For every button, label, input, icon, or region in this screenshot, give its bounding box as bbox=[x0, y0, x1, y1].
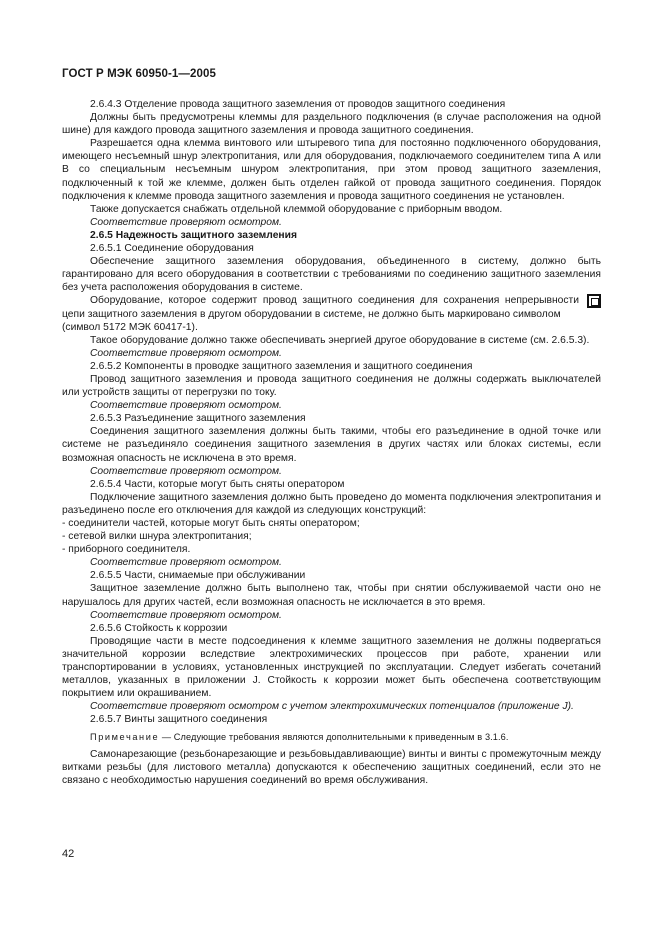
section-heading: 2.6.5.1 Соединение оборудования bbox=[90, 243, 254, 255]
paragraph bbox=[62, 294, 601, 320]
compliance-note: Соответствие проверяют осмотром. bbox=[90, 216, 282, 228]
paragraph: Защитное заземление должно быть выполнено так, чтобы при снятии обслуживаемой части оно не нарушалось для других частей, если возможная опасность не исключается в это время. bbox=[62, 583, 601, 608]
list-item: - сетевой вилки шнура электропитания; bbox=[62, 531, 252, 543]
paragraph: Подключение защитного заземления должно быть проведено до момента подключения электропитания и разъединено после его отключения для каждой из следующих конструкций: bbox=[62, 491, 601, 516]
paragraph: (символ 5172 МЭК 60417-1). bbox=[62, 321, 198, 333]
note-text: — Следующие требования являются дополнительными к приведенным в 3.1.6. bbox=[159, 731, 509, 742]
paragraph: Должны быть предусмотрены клеммы для раздельного подключения (в случае расположения на одной шине) для каждого провода защитного заземления и провода защитного соединения. bbox=[62, 112, 601, 137]
note-label: Примечание bbox=[90, 731, 160, 742]
paragraph: Также допускается снабжать отдельной клеммой оборудование с приборным вводом. bbox=[90, 203, 503, 215]
compliance-note: Соответствие проверяют осмотром. bbox=[90, 609, 282, 621]
paragraph: Самонарезающие (резьбонарезающие и резьбовыдавливающие) винты и винты с промежуточным между витками резьбы (для листового металла) допускаются к обеспечению защитных соединений, если это не связано с необходимостью нарушения соединений во время обслуживания. bbox=[62, 748, 601, 786]
paragraph: Такое оборудование должно также обеспечивать энергией другое оборудование в системе (см. 2.6.5.3). bbox=[90, 334, 590, 346]
section-heading: 2.6.5.3 Разъединение защитного заземления bbox=[90, 413, 306, 425]
paragraph: Проводящие части в месте подсоединения к клемме защитного заземления не должны подвергаться значительной коррозии вследствие электрохимических процессов при работе, хранении или транспортировании в условиях, установленных инструкцией по эксплуатации. Следует избегать сочетаний металлов, указанных в приложении J. Стойкость к коррозии может быть обеспечена соответствующим покрытием или окрашиванием. bbox=[62, 635, 601, 700]
paragraph: Соединения защитного заземления должны быть такими, чтобы его разъединение в одной точке или системе не разъединяло соединения защитного заземления в других частях или блоках системы, если возможная опасность не исключена в это время. bbox=[62, 426, 601, 464]
list-item: - соединители частей, которые могут быть сняты оператором; bbox=[62, 518, 360, 529]
paragraph: Обеспечение защитного заземления оборудования, объединенного в систему, должно быть гарантировано для всего оборудования в соответствии с требованиями по соединению защитного заземления без учета расположения оборудования в системе. bbox=[62, 256, 601, 294]
document-body bbox=[62, 98, 601, 787]
section-heading: 2.6.5.6 Стойкость к коррозии bbox=[90, 622, 228, 634]
compliance-note: Соответствие проверяют осмотром с учетом электрохимических потенциалов (приложение J). bbox=[90, 701, 574, 713]
compliance-note: Соответствие проверяют осмотром. bbox=[90, 400, 282, 412]
section-heading: 2.6.5 Надежность защитного заземления bbox=[90, 229, 297, 241]
document-header: ГОСТ Р МЭК 60950-1—2005 bbox=[62, 68, 216, 80]
section-heading: 2.6.4.3 Отделение провода защитного заземления от проводов защитного соединения bbox=[90, 99, 506, 110]
list-item: - приборного соединителя. bbox=[62, 544, 191, 556]
section-heading: 2.6.5.4 Части, которые могут быть сняты оператором bbox=[90, 478, 345, 490]
page-number: 42 bbox=[62, 848, 75, 860]
paragraph: Провод защитного заземления и провода защитного соединения не должны содержать выключателей или устройств защиты от перегрузки по току. bbox=[62, 373, 601, 399]
compliance-note: Соответствие проверяют осмотром. bbox=[90, 347, 282, 359]
paragraph-text: Оборудование, которое содержит провод защитного соединения для сохранения непрерывности цепи защитного заземления в другом оборудовании в системе, не должно быть маркировано символом bbox=[62, 295, 579, 320]
section-heading: 2.6.5.7 Винты защитного соединения bbox=[90, 714, 268, 726]
note bbox=[62, 731, 601, 744]
section-heading: 2.6.5.5 Части, снимаемые при обслуживании bbox=[90, 570, 306, 582]
section-heading: 2.6.5.2 Компоненты в проводке защитного заземления и защитного соединения bbox=[90, 360, 473, 372]
paragraph: Разрешается одна клемма винтового или штыревого типа для постоянно подключенного оборудования, имеющего несъемный шнур электропитания, или для оборудования, подключаемого соединителем типа А или В со специальным несъемным шнуром электропитания, при этом провод защитного заземления, подключенный к той же клемме, должен быть отделен гайкой от провода защитного соединения. Порядок подключения к клемме провода защитного заземления и провода защитного соединения не установлен. bbox=[62, 138, 601, 202]
compliance-note: Соответствие проверяют осмотром. bbox=[90, 465, 282, 477]
protective-bonding-symbol-icon bbox=[587, 294, 601, 308]
compliance-note: Соответствие проверяют осмотром. bbox=[90, 557, 282, 569]
